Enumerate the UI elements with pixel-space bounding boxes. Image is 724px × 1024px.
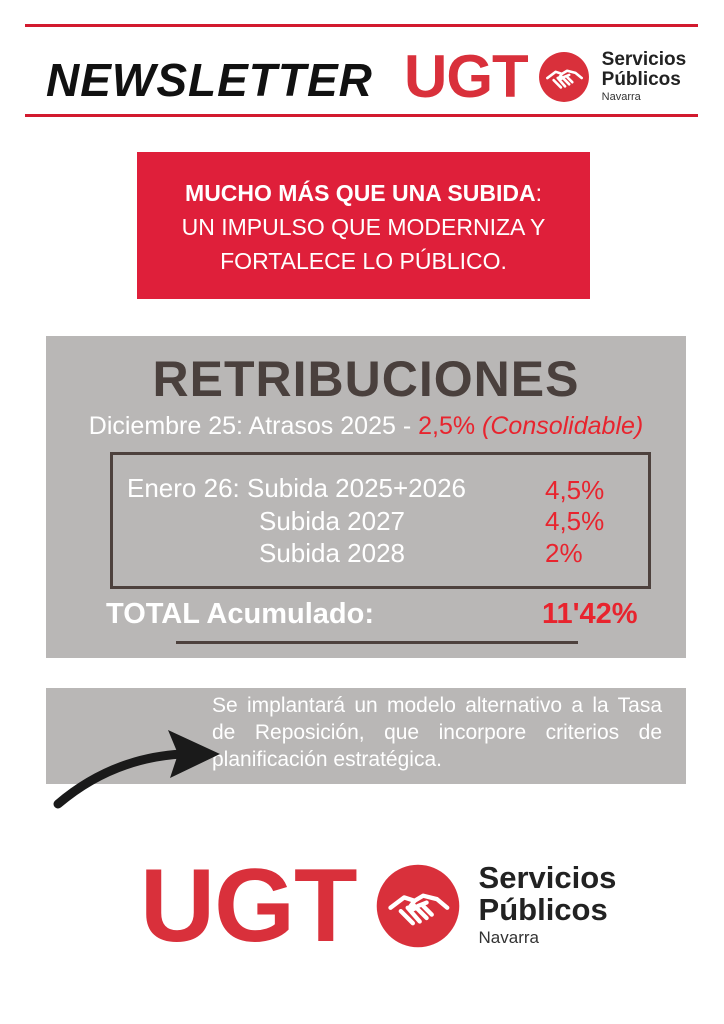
increase-label: Subida 2027 [259, 506, 406, 536]
december-value: 2,5% [418, 412, 476, 440]
total-label: TOTAL Acumulado: [106, 598, 374, 630]
retribuciones-title: RETRIBUCIONES [152, 351, 580, 407]
increases-box [110, 452, 651, 589]
logo-line-servicios: Servicios [478, 860, 617, 895]
increase-label: Subida 2028 [259, 538, 406, 568]
logo-region: Navarra [601, 91, 641, 103]
handshake-icon [538, 51, 590, 103]
retribuciones-panel [46, 336, 686, 658]
increase-value: 2% [545, 538, 583, 568]
logo-line-publicos: Públicos [601, 69, 681, 90]
headline-line-2: UN IMPULSO QUE MODERNIZA Y [181, 214, 546, 240]
increase-label: Enero 26: Subida 2025+2026 [127, 473, 467, 503]
december-label: Diciembre 25: Atrasos 2025 - [88, 412, 419, 440]
increase-value: 4,5% [545, 506, 605, 536]
ugt-logo-header [404, 43, 687, 110]
total-underline [176, 641, 578, 644]
increase-value: 4,5% [545, 475, 605, 505]
headline-colon: : [535, 180, 542, 206]
note-text: Se implantará un modelo alternativo a la Tasa de Reposición, que incorpore criterios de planificación estratégica. [212, 694, 662, 771]
logo-line-servicios: Servicios [601, 49, 687, 70]
handshake-icon [375, 863, 461, 949]
ugt-wordmark: UGT [404, 43, 528, 110]
header-bottom-rule [25, 114, 698, 117]
curved-arrow-icon [52, 718, 222, 810]
headline-strong: MUCHO MÁS QUE UNA SUBIDA [185, 180, 536, 206]
newsletter-title: NEWSLETTER [46, 54, 373, 106]
headline-line-3: FORTALECE LO PÚBLICO. [220, 248, 507, 274]
top-rule [25, 24, 698, 27]
december-line [46, 412, 686, 441]
servicios-publicos-label [479, 862, 617, 950]
logo-line-publicos: Públicos [478, 892, 608, 927]
ugt-logo-footer [140, 848, 617, 964]
december-note: (Consolidable) [482, 412, 644, 440]
headline-line-1 [137, 176, 590, 210]
headline-banner [137, 152, 590, 299]
servicios-publicos-label [602, 50, 687, 104]
ugt-wordmark: UGT [140, 848, 357, 964]
total-value: 11'42% [542, 598, 638, 630]
logo-region: Navarra [478, 928, 539, 947]
